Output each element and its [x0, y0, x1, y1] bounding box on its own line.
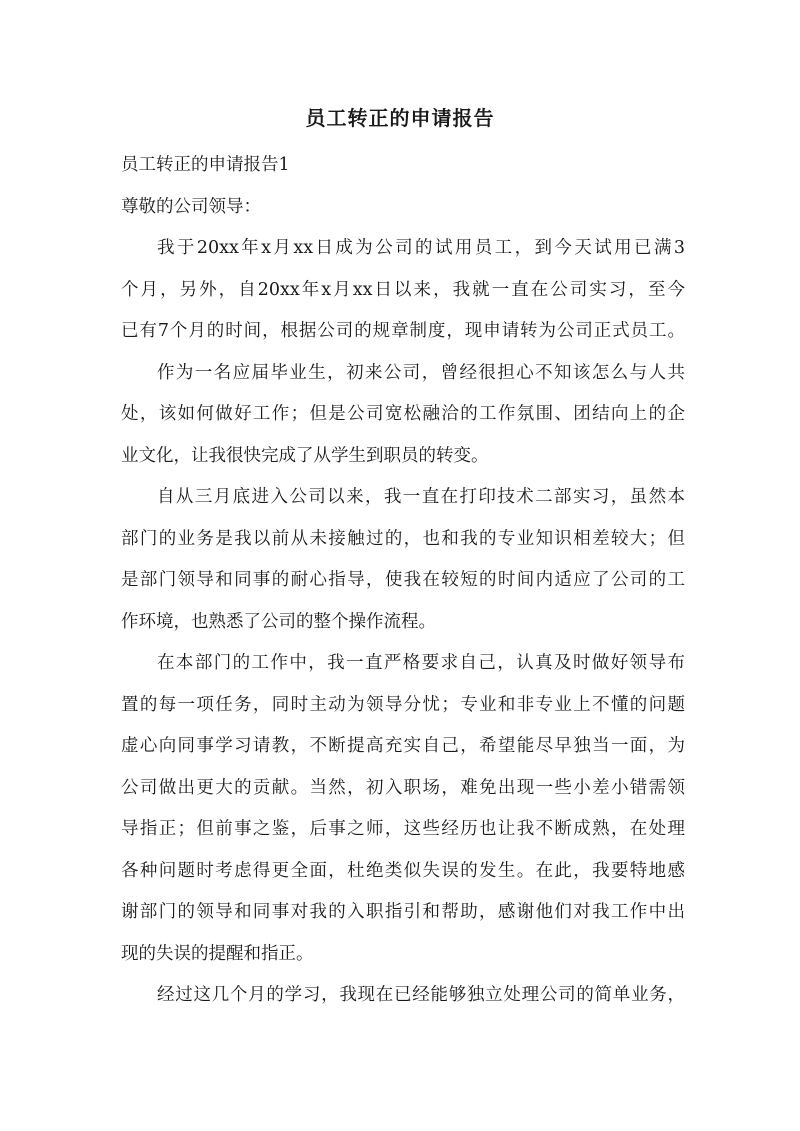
paragraph-4 [121, 643, 685, 975]
paragraph-5 [121, 975, 685, 1017]
paragraph-line: 我于20xx年x月xx日成为公司的试用员工，到今天试用已满3 [157, 238, 685, 258]
paragraph-line: 谢部门的领导和同事对我的入职指引和帮助，感谢他们对我工作中出 [121, 902, 685, 922]
paragraph-1 [121, 228, 685, 353]
salutation: 尊敬的公司领导： [121, 196, 261, 217]
paragraph-line: 作环境，也熟悉了公司的整个操作流程。 [121, 611, 436, 632]
paragraph-line: 公司做出更大的贡献。当然，初入职场，难免出现一些小差小错需领 [121, 777, 685, 798]
paragraph-line: 处，该如何做好工作；但是公司宽松融洽的工作氛围、团结向上的企 [121, 404, 685, 424]
paragraph-line: 现的失误的提醒和指正。 [121, 943, 314, 964]
paragraph-2 [121, 353, 685, 478]
paragraph-line: 虚心向同事学习请教，不断提高充实自己，希望能尽早独当一面，为 [121, 736, 685, 756]
paragraph-3 [121, 477, 685, 643]
paragraph-line: 是部门领导和同事的耐心指导，使我在较短的时间内适应了公司的工 [121, 570, 685, 590]
paragraph-line: 导指正；但前事之鉴，后事之师，这些经历也让我不断成熟，在处理 [121, 819, 685, 839]
document-body [121, 145, 685, 1017]
paragraph-line: 业文化，让我很快完成了从学生到职员的转变。 [121, 445, 489, 466]
page-title: 员工转正的申请报告 [305, 106, 495, 130]
paragraph-line: 各种问题时考虑得更全面，杜绝类似失误的发生。在此，我要特地感 [121, 860, 685, 881]
paragraph-line: 作为一名应届毕业生，初来公司，曾经很担心不知该怎么与人共 [157, 362, 685, 383]
paragraph-line: 自从三月底进入公司以来，我一直在打印技术二部实习，虽然本 [157, 487, 685, 507]
paragraph-line: 在本部门的工作中，我一直严格要求自己，认真及时做好领导布 [157, 653, 685, 673]
paragraph-line: 部门的业务是我以前从未接触过的，也和我的专业知识相差较大；但 [121, 528, 685, 549]
paragraph-line: 置的每一项任务，同时主动为领导分忧；专业和非专业上不懂的问题 [121, 694, 685, 715]
paragraph-line: 已有7个月的时间，根据公司的规章制度，现申请转为公司正式员工。 [121, 321, 685, 341]
paragraph-line: 个月，另外，自20xx年x月xx日以来，我就一直在公司实习，至今 [121, 279, 685, 300]
document-subtitle: 员工转正的申请报告1 [121, 155, 290, 175]
paragraph-line: 经过这几个月的学习，我现在已经能够独立处理公司的简单业务， [157, 985, 685, 1005]
